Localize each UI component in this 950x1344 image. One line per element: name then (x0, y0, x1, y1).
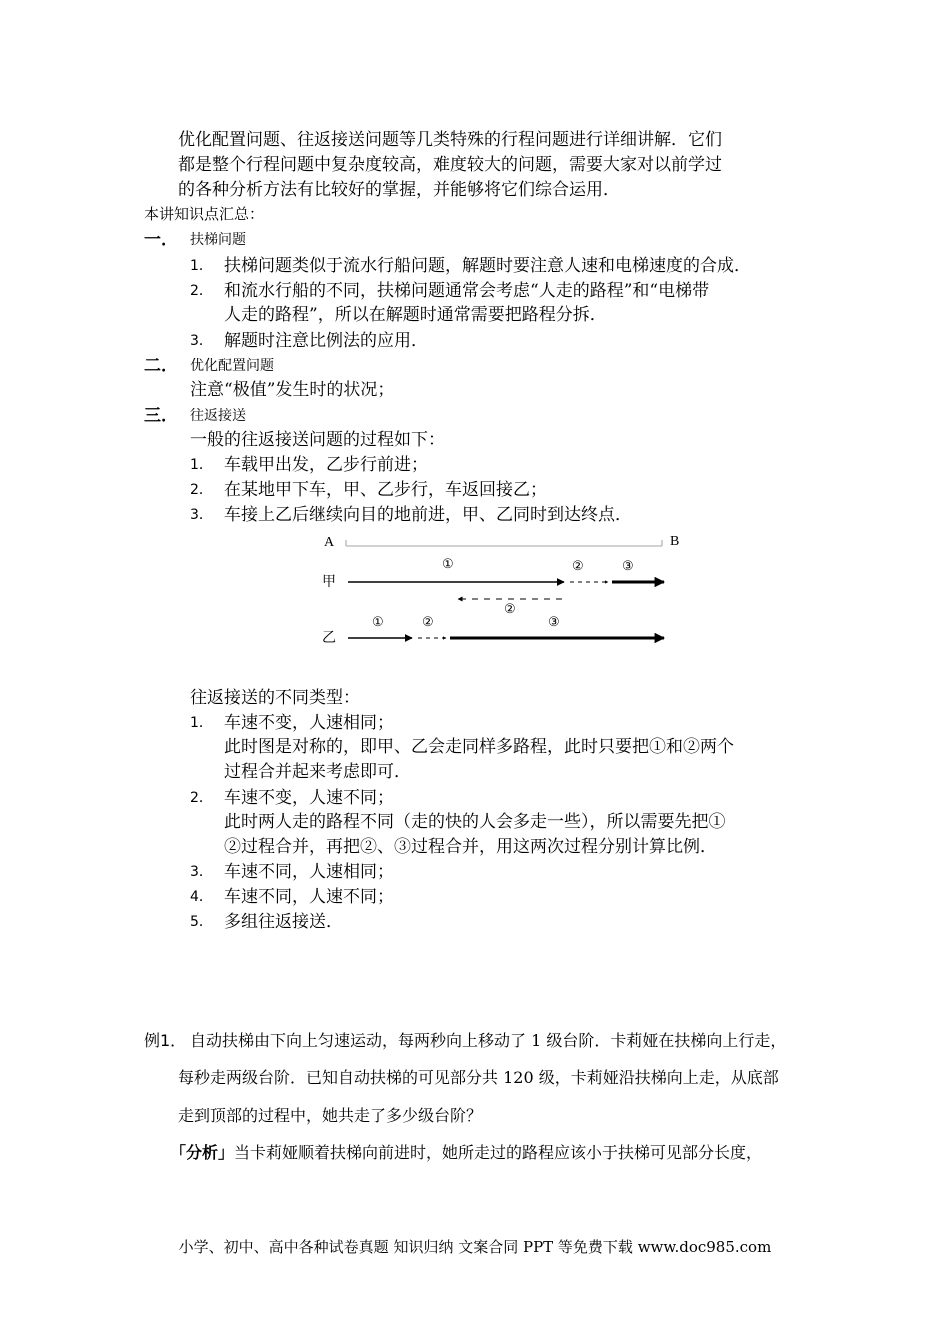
label-jia: 甲 (322, 574, 336, 590)
item-text: 人走的路程”，所以在解题时通常需要把路程分拆． (224, 305, 607, 325)
circle-1: ① (442, 557, 454, 572)
item-text: 在某地甲下车，甲、乙步行，车返回接乙； (224, 480, 547, 500)
analysis-label: 「分析」 (170, 1143, 235, 1162)
item-text: 此时两人走的路程不同（走的快的人会多走一些），所以需要先把① (224, 812, 726, 832)
circle-3: ③ (622, 559, 634, 574)
intro-line: 都是整个行程问题中复杂度较高，难度较大的问题，需要大家对以前学过 (178, 155, 722, 175)
example-line: 每秒走两级台阶．已知自动扶梯的可见部分共 120 级，卡莉娅沿扶梯向上走，从底部 (178, 1068, 779, 1087)
item-text: 和流水行船的不同，扶梯问题通常会考虑“人走的路程”和“电梯带 (224, 281, 710, 301)
analysis-line (170, 1141, 762, 1165)
section-title: 优化配置问题 (190, 358, 274, 374)
item-text: 车载甲出发，乙步行前进； (224, 455, 428, 475)
circle-2: ② (504, 602, 516, 617)
intro-paragraph (178, 128, 818, 203)
intro-line: 优化配置问题、往返接送问题等几类特殊的行程问题进行详细讲解．它们 (178, 130, 722, 150)
circle-1: ① (372, 615, 384, 630)
section-note: 注意“极值”发生时的状况； (190, 380, 395, 400)
item-number: 2． (190, 482, 213, 498)
item-number: 2． (190, 283, 213, 299)
section-title: 扶梯问题 (190, 232, 246, 248)
section-number: 一． (144, 230, 178, 250)
item-number: 2． (190, 790, 213, 806)
summary-title: 本讲知识点汇总： (144, 205, 265, 223)
circle-2: ② (572, 559, 584, 574)
example-line: 自动扶梯由下向上匀速运动，每两秒向上移动了 1 级台阶．卡莉娅在扶梯向上行走， (190, 1031, 787, 1050)
item-number: 1． (190, 457, 213, 473)
intro-line: 的各种分析方法有比较好的掌握，并能够将它们综合运用． (178, 180, 620, 200)
circle-3: ③ (548, 615, 560, 630)
item-number: 3． (190, 333, 213, 349)
item-number: 3． (190, 864, 213, 880)
label-yi: 乙 (322, 630, 336, 646)
item-text: ②过程合并，再把②、③过程合并，用这两次过程分别计算比例． (224, 837, 717, 857)
section-note: 一般的往返接送问题的过程如下： (190, 430, 445, 450)
item-number: 5． (190, 914, 213, 930)
section-title: 往返接送 (190, 408, 246, 424)
analysis-text: 当卡莉娅顺着扶梯向前进时，她所走过的路程应该小于扶梯可见部分长度， (234, 1143, 763, 1162)
item-text: 车速不同，人速不同； (224, 887, 394, 907)
item-text: 车速不变，人速相同； (224, 713, 394, 733)
item-number: 1． (190, 715, 213, 731)
item-text: 过程合并起来考虑即可． (224, 762, 411, 782)
footer-text: 小学、初中、高中各种试卷真题 知识归纳 文案合同 PPT 等免费下载 www.doc985.com (178, 1238, 772, 1256)
example-label: 例1． (144, 1031, 187, 1050)
item-text: 扶梯问题类似于流水行船问题，解题时要注意人速和电梯速度的合成． (224, 256, 751, 276)
types-title: 往返接送的不同类型： (190, 688, 360, 708)
example-line: 走到顶部的过程中，她共走了多少级台阶？ (178, 1106, 483, 1125)
label-a: A (324, 535, 335, 550)
item-number: 4． (190, 889, 213, 905)
item-text: 解题时注意比例法的应用． (224, 331, 428, 351)
label-b: B (670, 534, 680, 549)
item-text: 车接上乙后继续向目的地前进，甲、乙同时到达终点． (224, 505, 632, 525)
shuttle-diagram (318, 528, 690, 652)
section-number: 三． (144, 406, 178, 426)
item-text: 此时图是对称的，即甲、乙会走同样多路程，此时只要把①和②两个 (224, 737, 734, 757)
item-text: 多组往返接送． (224, 912, 343, 932)
circle-2: ② (422, 615, 434, 630)
section-number: 二． (144, 356, 178, 376)
item-text: 车速不同，人速相同； (224, 862, 394, 882)
item-number: 3． (190, 507, 213, 523)
item-number: 1． (190, 258, 213, 274)
item-text: 车速不变，人速不同； (224, 788, 394, 808)
